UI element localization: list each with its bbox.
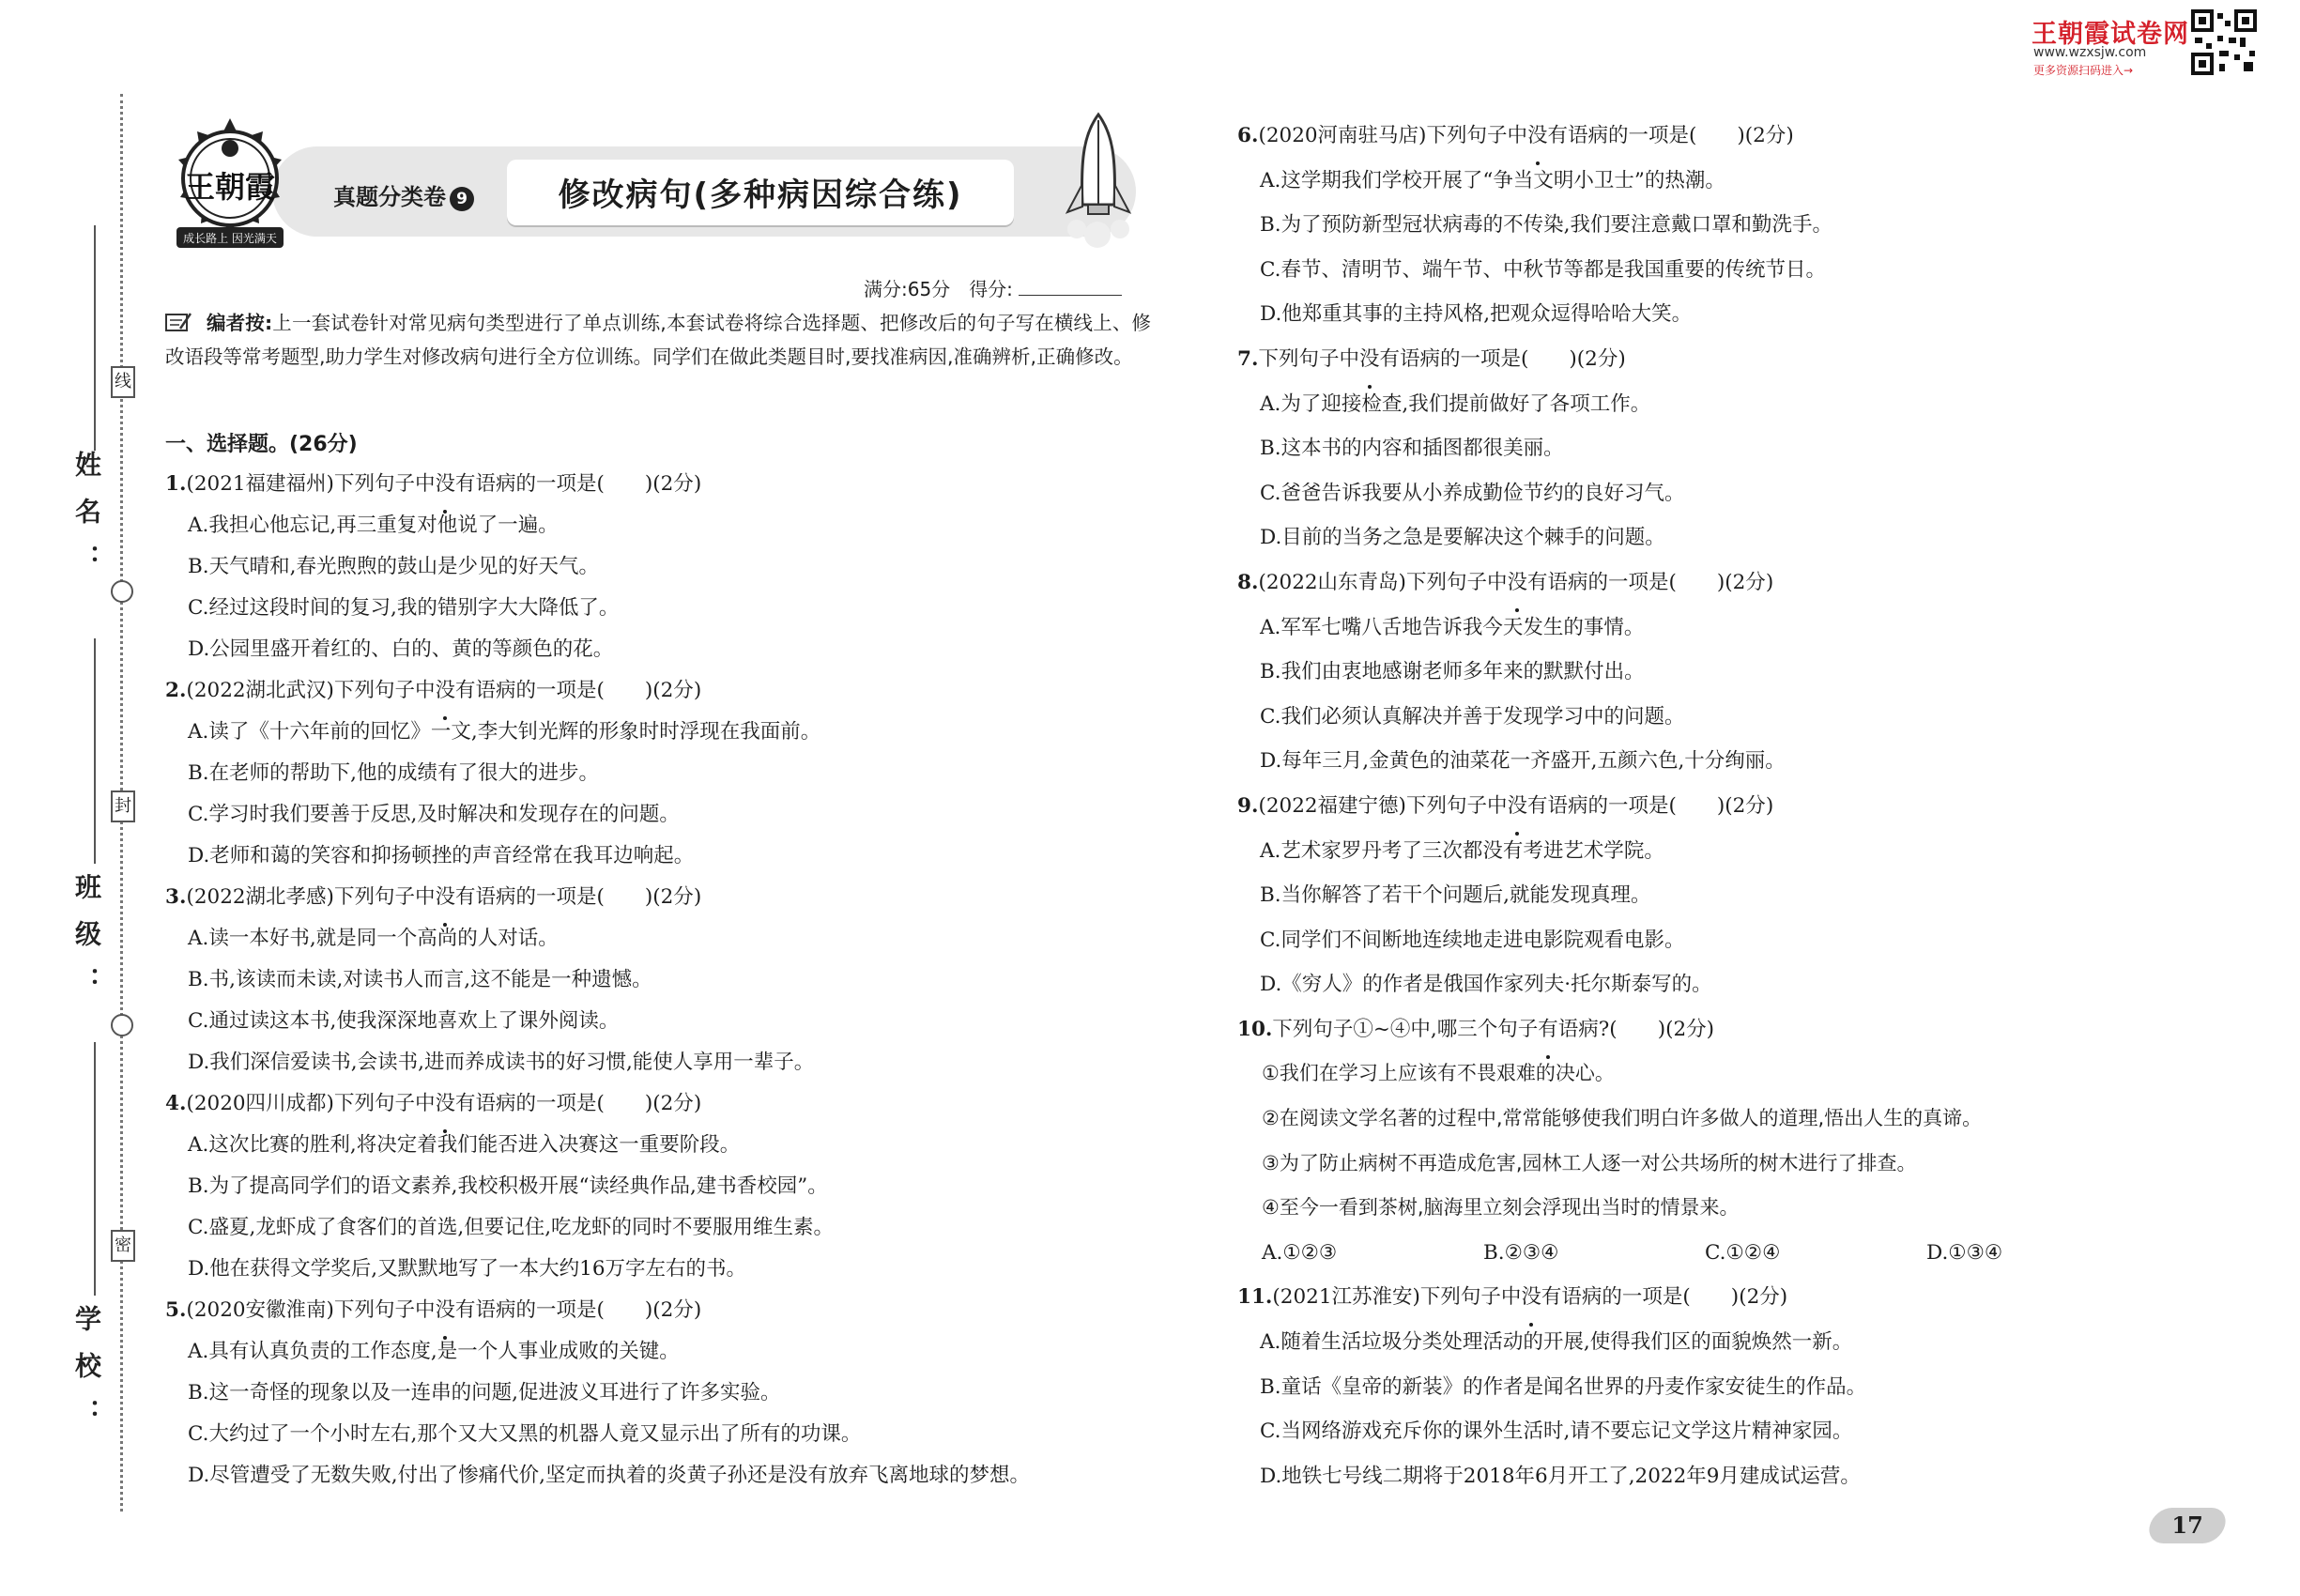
question-text-tail: 有语病的一项是( )(2分) (454, 1092, 702, 1115)
question-text: 下列句子中 (1258, 346, 1359, 371)
editor-note-label: 编者按: (207, 312, 273, 334)
question-number: 2. (165, 679, 187, 702)
answer-option[interactable]: C.爸爸告诉我要从小养成勤俭节约的良好习气。 (1260, 481, 1685, 505)
school-line (94, 1042, 96, 1296)
name-label: 姓名： (71, 451, 102, 591)
question-number: 10. (1237, 1017, 1273, 1041)
brand-watermark (2032, 13, 2257, 79)
editor-note (165, 306, 1151, 374)
answer-option[interactable]: A.读一本好书,就是同一个高尚的人对话。 (188, 927, 559, 950)
question-text-tail: 有语病的一项是( )(2分) (1541, 1285, 1788, 1310)
question-text-tail: 有语病的一项是( )(2分) (454, 679, 702, 702)
emphasized-char: 没 (1507, 793, 1527, 818)
question-text: (2022山东青岛)下列句子中 (1258, 570, 1508, 594)
school-label: 学校： (71, 1305, 102, 1446)
question-stem (1237, 337, 2251, 382)
question-text-tail: 有语病的一项是( )(2分) (1526, 570, 1774, 594)
question-text-tail: 有语病的一项是( )(2分) (454, 1298, 702, 1322)
rocket-icon (1056, 111, 1141, 252)
emphasized-char: 没 (435, 679, 455, 702)
name-line (94, 225, 96, 451)
question-text-tail: 有语病的一项是( )(2分) (1526, 793, 1774, 818)
answer-option[interactable]: D.尽管遭受了无数失败,付出了惨痛代价,坚定而执着的炎黄子孙还是没有放弃飞离地球的梦想。 (188, 1464, 1030, 1487)
answer-option[interactable]: D.他郑重其事的主持风格,把观众逗得哈哈大笑。 (1260, 302, 1693, 327)
answer-option[interactable]: C.通过读这本书,使我深深地喜欢上了课外阅读。 (188, 1009, 620, 1033)
question-number: 8. (1237, 570, 1259, 594)
answer-option[interactable]: D.老师和蔼的笑容和抑扬顿挫的声音经常在我耳边响起。 (188, 844, 695, 867)
answer-option[interactable]: C.大约过了一个小时左右,那个又大又黑的机器人竟又显示出了所有的功课。 (188, 1422, 862, 1446)
answer-option[interactable]: B.书,该读而未读,对读书人而言,这不能是一种遗憾。 (188, 968, 652, 991)
paper-number-badge: 9 (450, 187, 474, 211)
answer-option[interactable]: B.这一奇怪的现象以及一连串的问题,促进波义耳进行了许多实验。 (188, 1381, 781, 1404)
question-text: (2022湖北孝感)下列句子中 (186, 885, 436, 909)
score-label: 得分: (969, 278, 1013, 300)
answer-option[interactable]: D.①③④ (1926, 1240, 2003, 1265)
answer-option[interactable]: B.②③④ (1483, 1240, 1559, 1265)
full-marks: 满分:65分 (864, 278, 951, 300)
binding-mark-mi: 密 (111, 1230, 135, 1262)
question-text: (2022福建宁德)下列句子中 (1258, 793, 1508, 818)
emphasized-char: 没 (435, 472, 455, 496)
brand-url: www.wzxsjw.com (2033, 45, 2147, 60)
brand-name: 王朝霞试卷网 (2032, 20, 2189, 49)
emphasized-char: 没 (1358, 346, 1380, 371)
answer-option[interactable]: A.我担心他忘记,再三重复对他说了一遍。 (188, 514, 559, 537)
numbered-sentence: ④至今一看到茶树,脑海里立刻会浮现出当时的情景来。 (1262, 1196, 1740, 1220)
answer-option[interactable]: C.春节、清明节、端午节、中秋节等都是我国重要的传统节日。 (1260, 257, 1827, 282)
editor-note-text: 上一套试卷针对常见病句类型进行了单点训练,本套试卷将综合选择题、把修改后的句子写在横线上、修改语段等常考题型,助力学生对修改病句进行全方位训练。同学们在做此类题目时,要找准病因,准确辨析,正确修改。 (165, 312, 1152, 368)
emphasized-char: 没 (1521, 1285, 1541, 1310)
question-stem (1237, 1275, 2251, 1320)
binding-hole-icon (111, 580, 133, 603)
question-number: 4. (165, 1092, 187, 1115)
question-text-tail: 有语病的一项是( )(2分) (454, 885, 702, 909)
answer-option[interactable]: C.当网络游戏充斥你的课外生活时,请不要忘记文学这片精神家园。 (1260, 1420, 1853, 1444)
question-number: 7. (1237, 346, 1259, 371)
svg-text:成长路上 因光满天: 成长路上 因光满天 (183, 232, 277, 245)
page-number-badge (2145, 1508, 2229, 1543)
paper-kind-label: 真题分类卷 (333, 184, 446, 210)
question-stem (1237, 560, 2251, 606)
answer-option[interactable]: A.军军七嘴八舌地告诉我今天发生的事情。 (1260, 615, 1645, 639)
answer-option[interactable]: C.我们必须认真解决并善于发现学习中的问题。 (1260, 704, 1685, 729)
answer-option[interactable]: A.随着生活垃圾分类处理活动的开展,使得我们区的面貌焕然一新。 (1260, 1330, 1853, 1355)
question-text-tail: 有语病的一项是( )(2分) (1547, 124, 1794, 147)
question-text: (2020安徽淮南)下列句子中 (186, 1298, 436, 1322)
question-text: (2022湖北武汉)下列句子中 (186, 679, 436, 702)
answer-option[interactable]: A.这次比赛的胜利,将决定着我们能否进入决赛这一重要阶段。 (188, 1133, 741, 1157)
question-text-tail: 语病?( )(2分) (1557, 1017, 1715, 1041)
answer-option[interactable]: B.我们由衷地感谢老师多年来的默默付出。 (1260, 660, 1645, 684)
page-title: 修改病句(多种病因综合练) (558, 176, 963, 214)
class-line (94, 638, 96, 864)
question-stem (165, 1290, 1160, 1331)
binding-mark-feng: 封 (111, 790, 135, 822)
question-text: (2021江苏淮安)下列句子中 (1272, 1285, 1522, 1310)
question-number: 1. (165, 472, 187, 496)
answer-option[interactable]: B.当你解答了若干个问题后,就能发现真理。 (1260, 883, 1651, 908)
numbered-sentence: ③为了防止病树不再造成危害,园林工人逐一对公共场所的树木进行了排查。 (1262, 1151, 1917, 1174)
class-label: 班级： (71, 873, 102, 1014)
answer-option[interactable]: D.他在获得文学奖后,又默默地写了一本大约16万字左右的书。 (188, 1257, 747, 1281)
answer-option[interactable]: B.这本书的内容和插图都很美丽。 (1260, 437, 1564, 461)
answer-option[interactable]: D.公园里盛开着红的、白的、黄的等颜色的花。 (188, 637, 614, 661)
answer-option[interactable]: B.为了提高同学们的语文素养,我校积极开展“读经典作品,建书香校园”。 (188, 1174, 828, 1198)
score-line (864, 274, 1122, 301)
answer-option[interactable]: A.读了《十六年前的回忆》一文,李大钊光辉的形象时时浮现在我面前。 (188, 720, 821, 744)
answer-option[interactable]: A.艺术家罗丹考了三次都没有考进艺术学院。 (1260, 838, 1664, 863)
question-number: 3. (165, 885, 187, 909)
section-title: 一、选择题。(26分) (165, 433, 358, 456)
answer-option[interactable]: B.为了预防新型冠状病毒的不传染,我们要注意戴口罩和勤洗手。 (1260, 213, 1832, 238)
emphasized-char: 没 (1526, 124, 1548, 147)
brand-more: 更多资源扫码进入→ (2033, 64, 2134, 77)
question-stem (165, 464, 1160, 505)
right-column (1237, 114, 2251, 1498)
answer-option[interactable]: C.盛夏,龙虾成了食客们的首选,但要记住,吃龙虾的同时不要服用维生素。 (188, 1216, 835, 1239)
binding-margin (0, 0, 131, 1596)
answer-option[interactable]: A.①②③ (1262, 1240, 1338, 1265)
emphasized-char: 没 (435, 885, 455, 909)
paper-kind (333, 178, 474, 211)
question-stem (1237, 1007, 2251, 1052)
answer-option[interactable]: B.在老师的帮助下,他的成绩有了很大的进步。 (188, 761, 599, 785)
question-text: (2020四川成都)下列句子中 (186, 1092, 436, 1115)
emphasized-char: 没 (1507, 570, 1527, 594)
answer-option[interactable]: A.具有认真负责的工作态度,是一个人事业成败的关键。 (188, 1340, 680, 1363)
answer-option[interactable]: A.为了迎接检查,我们提前做好了各项工作。 (1260, 391, 1651, 416)
binding-mark-xian: 线 (111, 366, 135, 398)
emphasized-char: 没 (435, 1298, 455, 1322)
binding-hole-icon (111, 1014, 133, 1036)
publisher-logo-icon (160, 111, 300, 261)
title-box (507, 160, 1014, 225)
question-text: (2020河南驻马店)下列句子中 (1258, 124, 1527, 147)
question-text: 下列句子①~④中,哪三个句子 (1272, 1017, 1539, 1041)
page-number: 17 (2171, 1512, 2203, 1539)
pen-note-icon (165, 312, 192, 332)
answer-option[interactable]: D.地铁七号线二期将于2018年6月开工了,2022年9月建成试运营。 (1260, 1464, 1861, 1488)
answer-option[interactable]: C.学习时我们要善于反思,及时解决和发现存在的问题。 (188, 803, 680, 826)
question-stem (165, 1083, 1160, 1125)
answer-option[interactable]: B.童话《皇帝的新装》的作者是闻名世界的丹麦作家安徒生的作品。 (1260, 1374, 1867, 1399)
question-text-tail: 有语病的一项是( )(2分) (1379, 346, 1626, 371)
choice-row (1237, 1231, 2251, 1276)
left-column (165, 464, 1160, 1496)
numbered-sentence: ②在阅读文学名著的过程中,常常能够使我们明白许多做人的道理,悟出人生的真谛。 (1262, 1107, 1983, 1130)
question-stem (1237, 114, 2251, 159)
question-stem (165, 877, 1160, 918)
question-number: 6. (1237, 124, 1259, 147)
answer-option[interactable]: D.《穷人》的作者是俄国作家列夫·托尔斯泰写的。 (1260, 973, 1712, 997)
question-number: 11. (1237, 1285, 1273, 1310)
answer-option[interactable]: A.这学期我们学校开展了“争当文明小卫士”的热潮。 (1260, 168, 1725, 192)
question-number: 5. (165, 1298, 187, 1322)
answer-option[interactable]: D.目前的当务之急是要解决这个棘手的问题。 (1260, 526, 1665, 550)
svg-text:王朝霞: 王朝霞 (184, 169, 276, 205)
answer-option[interactable]: B.天气晴和,春光煦煦的鼓山是少见的好天气。 (188, 555, 599, 578)
emphasized-char: 有 (1538, 1017, 1558, 1041)
question-number: 9. (1237, 793, 1259, 818)
numbered-sentence: ①我们在学习上应该有不畏艰难的决心。 (1262, 1062, 1615, 1085)
header-banner (160, 111, 1155, 261)
answer-option[interactable]: C.①②④ (1705, 1240, 1781, 1265)
emphasized-char: 没 (435, 1092, 455, 1115)
score-blank[interactable] (1019, 295, 1122, 296)
question-stem (1237, 784, 2251, 829)
question-stem (165, 670, 1160, 712)
question-text: (2021福建福州)下列句子中 (186, 472, 436, 496)
answer-option[interactable]: C.同学们不间断地连续地走进电影院观看电影。 (1260, 928, 1685, 952)
answer-option[interactable]: D.我们深信爱读书,会读书,进而养成读书的好习惯,能使人享用一辈子。 (188, 1051, 815, 1074)
answer-option[interactable]: D.每年三月,金黄色的油菜花一齐盛开,五颜六色,十分绚丽。 (1260, 749, 1786, 774)
qr-code-icon (2191, 9, 2257, 75)
answer-option[interactable]: C.经过这段时间的复习,我的错别字大大降低了。 (188, 596, 620, 620)
question-text-tail: 有语病的一项是( )(2分) (454, 472, 702, 496)
